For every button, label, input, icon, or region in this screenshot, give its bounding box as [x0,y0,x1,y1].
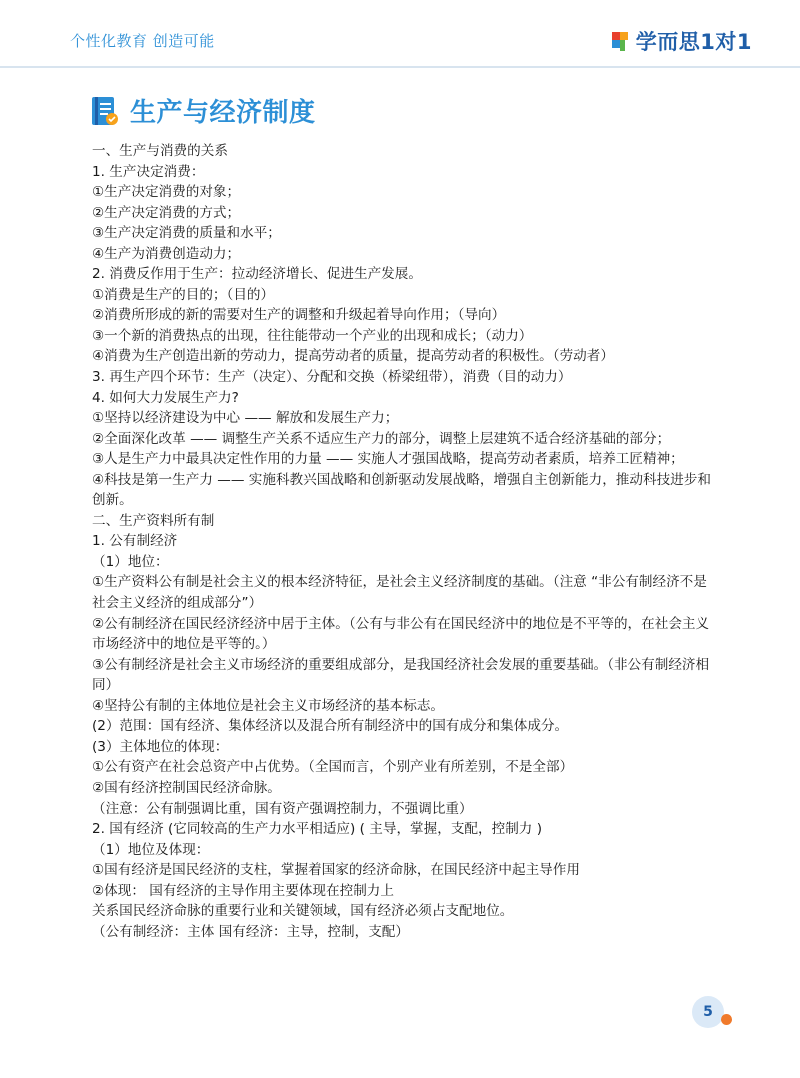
text-line: ①坚持以经济建设为中心 —— 解放和发展生产力； [92,410,399,427]
text-line: 2. 消费反作用于生产：拉动经济增长、促进生产发展。 [92,266,422,283]
text-line: 1. 公有制经济 [92,533,178,550]
text-line: ①生产资料公有制是社会主义的根本经济特征，是社会主义经济制度的基础。（注意 “非公有制经济不是社会主义经济的组成部分”） [92,574,707,612]
text-line: 关系国民经济命脉的重要行业和关键领域，国有经济必须占支配地位。 [92,903,514,920]
text-line: (2）范围：国有经济、集体经济以及混合所有制经济中的国有成分和集体成分。 [92,718,569,735]
text-line: ②消费所形成的新的需要对生产的调整和升级起着导向作用；（导向） [92,307,506,324]
text-line: ①公有资产在社会总资产中占优势。（全国而言，个别产业有所差别，不是全部） [92,759,574,776]
text-line: ③公有制经济是社会主义市场经济的重要组成部分，是我国经济社会发展的重要基础。（非公有制经济相同） [92,656,710,694]
text-line: ②全面深化改革 —— 调整生产关系不适应生产力的部分，调整上层建筑不适合经济基础的部分； [92,430,671,447]
text-line: ③生产决定消费的质量和水平； [92,225,281,242]
brand [612,26,752,56]
content-body [92,141,714,942]
text-line: (3）主体地位的体现： [92,738,229,755]
text-line: 一、生产与消费的关系 [92,143,228,159]
text-line: ④科技是第一生产力 —— 实施科教兴国战略和创新驱动发展战略，增强自主创新能力，推动科技进步和创新。 [92,471,711,509]
page-header [0,0,800,68]
text-line: ②体现： 国有经济的主导作用主要体现在控制力上 [92,882,394,899]
section-title: 生产与经济制度 [130,98,316,128]
text-line: ②国有经济控制国民经济命脉。 [92,779,281,796]
text-line: 二、生产资料所有制 [92,512,215,529]
page-number: 5 [692,996,724,1028]
text-line: ①消费是生产的目的；（目的） [92,286,275,303]
text-line: （注意：公有制强调比重，国有资产强调控制力，不强调比重） [92,800,473,817]
slogan: 个性化教育 创造可能 [70,32,215,50]
text-line: ③人是生产力中最具决定性作用的力量 —— 实施人才强国战略，提高劳动者素质，培养工匠精神； [92,451,684,468]
text-line: ①国有经济是国民经济的支柱，掌握着国家的经济命脉，在国民经济中起主导作用 [92,862,580,879]
header-divider [0,66,800,68]
text-line: 4. 如何大力发展生产力? [92,389,239,406]
brand-name: 学而思1对1 [635,30,752,54]
text-line: （1）地位： [92,553,169,570]
page-dot-decoration [721,1014,732,1025]
text-line: ④坚持公有制的主体地位是社会主义市场经济的基本标志。 [92,697,445,714]
text-line: ②公有制经济在国民经济经济中居于主体。（公有与非公有在国民经济中的地位是不平等的，在社会主义市场经济中的地位是平等的。） [92,615,710,653]
text-line: 2. 国有经济 (它同较高的生产力水平相适应) ( 主导，掌握，支配，控制力 ) [92,821,543,838]
text-line: 1. 生产决定消费： [92,163,205,180]
book-icon [90,95,120,127]
text-line: （1）地位及体现： [92,841,210,858]
text-line: ③一个新的消费热点的出现，往往能带动一个产业的出现和成长；（动力） [92,327,533,344]
section-title-row [90,92,316,129]
text-line: ②生产决定消费的方式； [92,204,241,221]
text-line: （公有制经济：主体 国有经济：主导，控制，支配） [92,923,409,940]
brand-logo-icon [612,29,632,53]
text-line: ④消费为生产创造出新的劳动力，提高劳动者的质量，提高劳动者的积极性。（劳动者） [92,348,614,365]
text-line: 3. 再生产四个环节：生产（决定）、分配和交换（桥梁纽带），消费（目的动力） [92,369,572,386]
text-line: ④生产为消费创造动力； [92,245,241,262]
text-line: ①生产决定消费的对象； [92,184,241,201]
